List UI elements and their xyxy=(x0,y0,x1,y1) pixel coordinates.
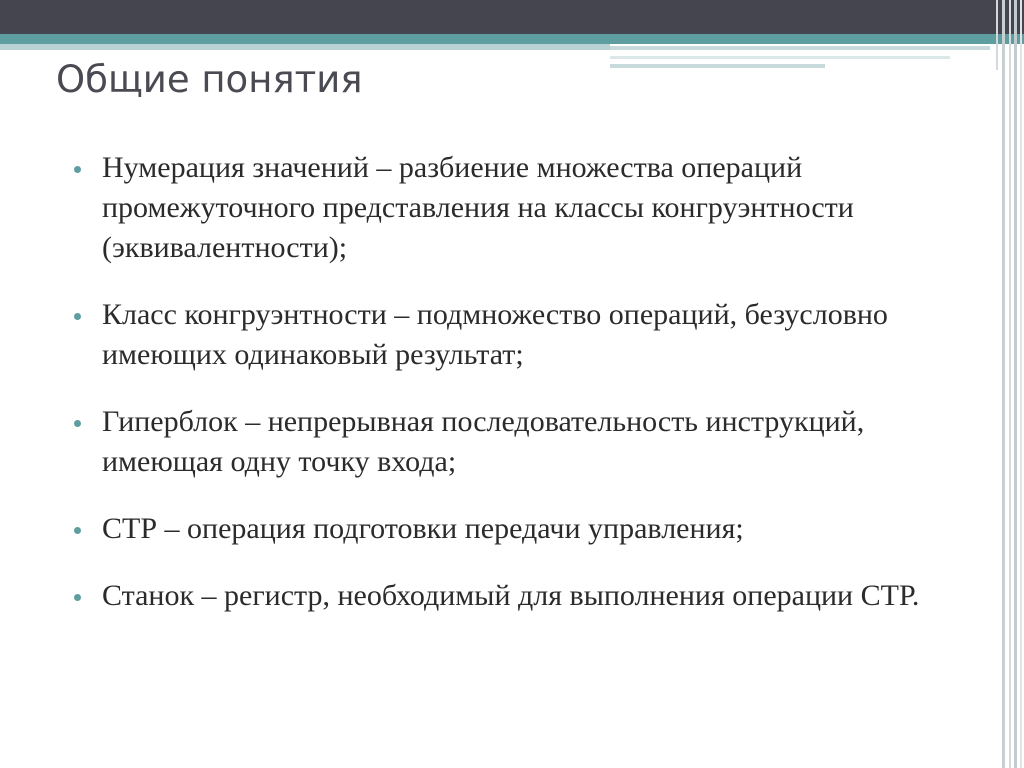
bullet-dot-icon xyxy=(74,313,81,320)
decorative-vertical-line xyxy=(1009,0,1011,768)
header-band-light xyxy=(0,44,610,50)
decorative-vertical-line xyxy=(996,0,998,70)
bullet-item xyxy=(74,402,974,482)
decorative-vertical-line xyxy=(1002,0,1005,768)
bullet-dot-icon xyxy=(74,527,81,534)
bullet-dot-icon xyxy=(74,594,81,601)
header-band-dark xyxy=(0,0,1024,34)
decorative-vertical-line xyxy=(1014,0,1017,768)
header-stripe xyxy=(610,46,990,50)
bullet-item xyxy=(74,509,974,549)
header-band-teal xyxy=(0,34,1024,44)
bullet-text: Класс конгруэнтности – подмножество операций, безусловно имеющих одинаковый результат; xyxy=(102,298,888,371)
bullet-item xyxy=(74,576,974,616)
bullet-item xyxy=(74,148,974,268)
decorative-vertical-line xyxy=(1020,0,1022,768)
slide-title: Общие понятия xyxy=(56,58,363,101)
bullet-dot-icon xyxy=(74,420,81,427)
header-stripe xyxy=(610,56,950,59)
bullet-item xyxy=(74,295,974,375)
header-stripe xyxy=(610,64,825,68)
bullet-text: Гиперблок – непрерывная последовательность инструкций, имеющая одну точку входа; xyxy=(102,405,865,478)
bullet-dot-icon xyxy=(74,166,81,173)
bullet-text: Станок – регистр, необходимый для выполнения операции СТР. xyxy=(102,579,920,612)
bullet-text: СТР – операция подготовки передачи управления; xyxy=(102,512,744,545)
bullet-text: Нумерация значений – разбиение множества операций промежуточного представления на классы конгруэнтности (эквивалентности); xyxy=(102,151,854,264)
bullet-list xyxy=(74,148,974,643)
